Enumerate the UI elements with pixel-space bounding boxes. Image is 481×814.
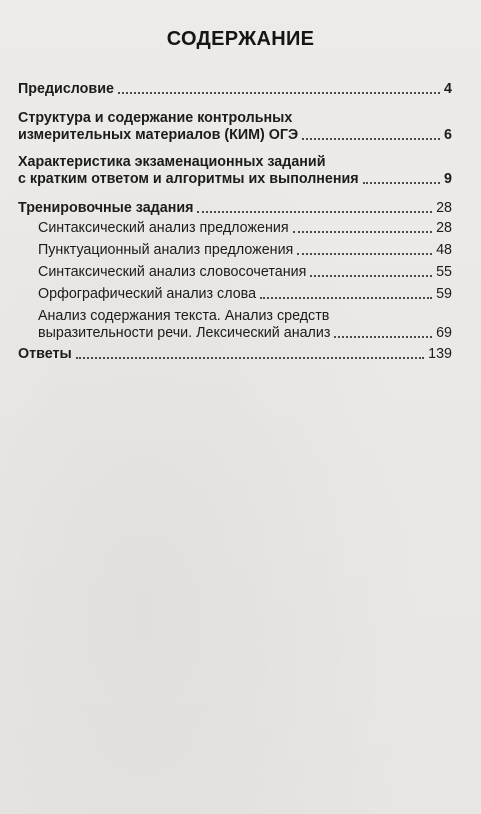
toc-subentry-syntax-sentence[interactable] <box>38 220 452 237</box>
dot-leader <box>310 275 432 277</box>
toc-page-number: 59 <box>436 286 452 302</box>
toc-page-number: 139 <box>428 346 452 362</box>
toc-page-number: 6 <box>444 127 452 143</box>
toc-subentry-punctuation[interactable] <box>38 242 452 259</box>
toc-page-number: 55 <box>436 264 452 280</box>
toc-page-number: 9 <box>444 171 452 187</box>
toc-entry-title: Предисловие <box>18 81 114 97</box>
toc-subentry-text-analysis[interactable] <box>38 308 452 342</box>
dot-leader <box>76 357 424 359</box>
dot-leader <box>302 138 440 140</box>
toc-entry-training[interactable] <box>18 200 452 217</box>
toc-entry-title-line: Структура и содержание контрольных <box>18 110 293 126</box>
toc-entry-structure[interactable] <box>18 110 452 144</box>
dot-leader <box>118 92 440 94</box>
toc-page-number: 4 <box>444 81 452 97</box>
dot-leader <box>297 253 432 255</box>
toc-entry-title: Орфографический анализ слова <box>38 286 257 302</box>
toc-entry-preface[interactable] <box>18 81 452 98</box>
dot-leader <box>260 297 432 299</box>
toc-page-number: 28 <box>436 200 452 216</box>
toc-page-number: 69 <box>436 325 452 341</box>
toc-entry-title <box>38 308 330 342</box>
dot-leader <box>363 182 440 184</box>
dot-leader <box>293 231 432 233</box>
dot-leader <box>197 211 432 213</box>
toc-page-number: 28 <box>436 220 452 236</box>
toc-entry-title: Пунктуационный анализ предложения <box>38 242 294 258</box>
toc-entry-characteristics[interactable] <box>18 154 452 188</box>
toc-page-number: 48 <box>436 242 452 258</box>
toc-entry-title: Синтаксический анализ предложения <box>38 220 289 236</box>
toc-subentry-orthography[interactable] <box>38 286 452 303</box>
toc-entry-answers[interactable] <box>18 346 452 363</box>
toc-entry-title-line: с кратким ответом и алгоритмы их выполнения <box>18 171 359 187</box>
toc-entry-title <box>18 154 359 188</box>
toc-entry-title: Тренировочные задания <box>18 200 194 216</box>
toc-subentry-syntax-phrase[interactable] <box>38 264 452 281</box>
toc-entry-title-line: выразительности речи. Лексический анализ <box>38 325 331 341</box>
toc-entry-title-line: Характеристика экзаменационных заданий <box>18 154 326 170</box>
toc-entry-title: Ответы <box>18 346 72 362</box>
toc-entry-title: Синтаксический анализ словосочетания <box>38 264 307 280</box>
toc-entry-title <box>18 110 298 144</box>
toc-entry-title-line: измерительных материалов (КИМ) ОГЭ <box>18 127 299 143</box>
toc-entry-title-line: Анализ содержания текста. Анализ средств <box>38 308 330 324</box>
page-title: СОДЕРЖАНИЕ <box>166 28 315 50</box>
dot-leader <box>334 336 432 338</box>
